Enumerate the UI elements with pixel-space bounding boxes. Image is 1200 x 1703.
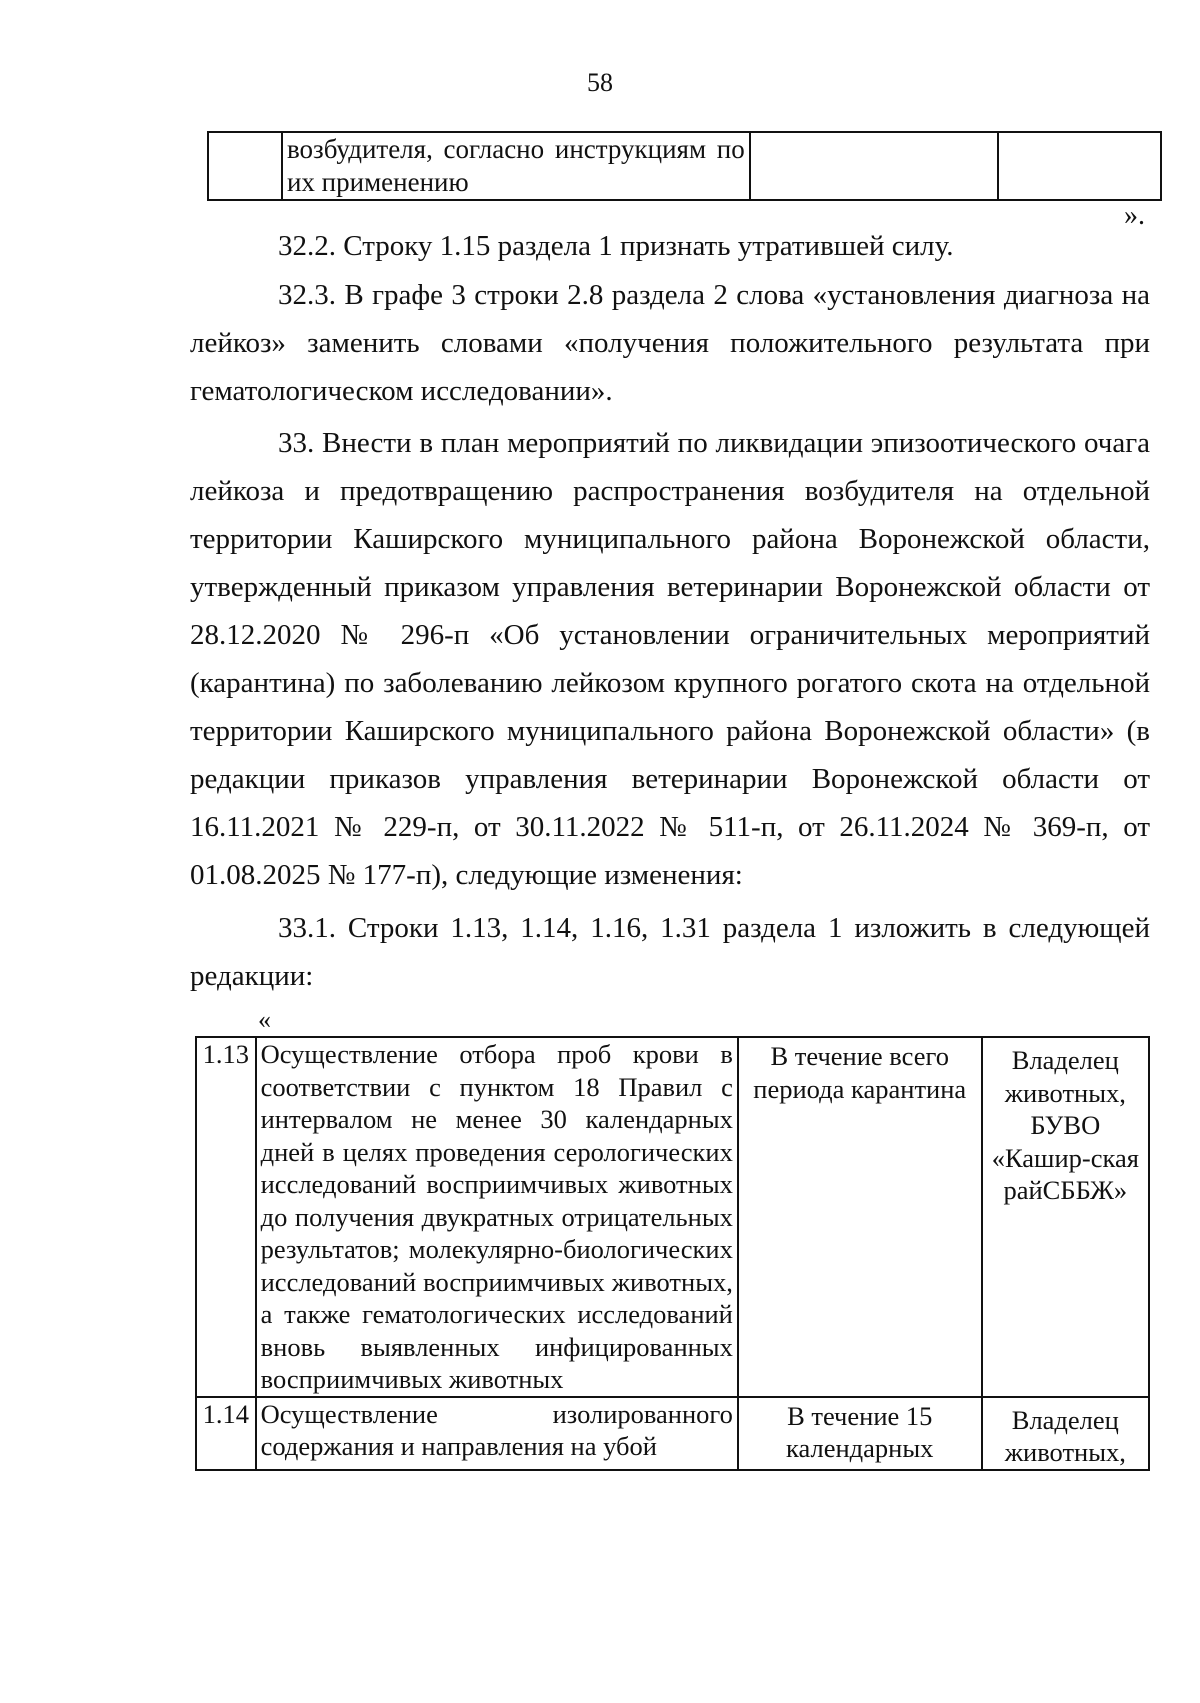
- paragraph-33: 33. Внести в план мероприятий по ликвидации эпизоотического очага лейкоза и предотвращению распространения возбудителя на отдельной территории Каширского муниципального района Воронежской области, утвержденный приказом управления ветеринарии Воронежской области от 28.12.2020 № 296-п «Об установлении ограничительных мероприятий (карантина) по заболеванию лейкозом крупного рогатого скота на отдельной территории Каширского муниципального района Воронежской области» (в редакции приказов управления ветеринарии Воронежской области от 16.11.2021 № 229-п, от 30.11.2022 № 511-п, от 26.11.2024 № 369-п, от 01.08.2025 № 177-п), следующие изменения:: [190, 427, 1150, 891]
- table-cell-responsible: [998, 132, 1161, 200]
- paragraph-32-3: 32.3. В графе 3 строки 2.8 раздела 2 слова «установления диагноза на лейкоз» заменить словами «получения положительного результата при гематологическом исследовании».: [190, 279, 1150, 407]
- page-number: 58: [587, 68, 613, 97]
- table-row: [196, 1397, 1149, 1470]
- opening-quote: «: [258, 1005, 271, 1034]
- table-row: [196, 1037, 1149, 1397]
- paragraph-32-2: 32.2. Строку 1.15 раздела 1 признать утратившей силу.: [278, 230, 954, 262]
- row-term: В течение 15 календарных: [738, 1397, 982, 1470]
- row-responsible: Владелец животных,: [982, 1397, 1149, 1470]
- row-measure-text: Осуществление отбора проб крови в соответствии с пунктом 18 Правил с интервалом не менее 30 календарных дней в целях проведения серологических исследований восприимчивых животных до получения двукратных отрицательных результатов; молекулярно-биологических исследований восприимчивых животных, а также гематологических исследований вновь выявленных инфицированных восприимчивых животных: [256, 1037, 738, 1397]
- row-responsible: Владелец животных, БУВО «Кашир-ская райСББЖ»: [982, 1037, 1149, 1397]
- closing-quote: ».: [1124, 200, 1145, 231]
- table-cell-number: [208, 132, 282, 200]
- row-number: 1.14: [196, 1397, 256, 1470]
- measures-table: [195, 1036, 1150, 1471]
- continuation-table: [207, 131, 1162, 201]
- row-term: В течение всего периода карантина: [738, 1037, 982, 1397]
- table-cell-text: возбудителя, согласно инструкциям по их применению: [282, 132, 750, 200]
- row-number: 1.13: [196, 1037, 256, 1397]
- paragraph-33-1: 33.1. Строки 1.13, 1.14, 1.16, 1.31 раздела 1 изложить в следующей редакции:: [190, 912, 1150, 992]
- table-cell-term: [750, 132, 998, 200]
- table-row: [208, 132, 1161, 200]
- row-measure-text: Осуществление изолированного содержания и направления на убой: [256, 1397, 738, 1470]
